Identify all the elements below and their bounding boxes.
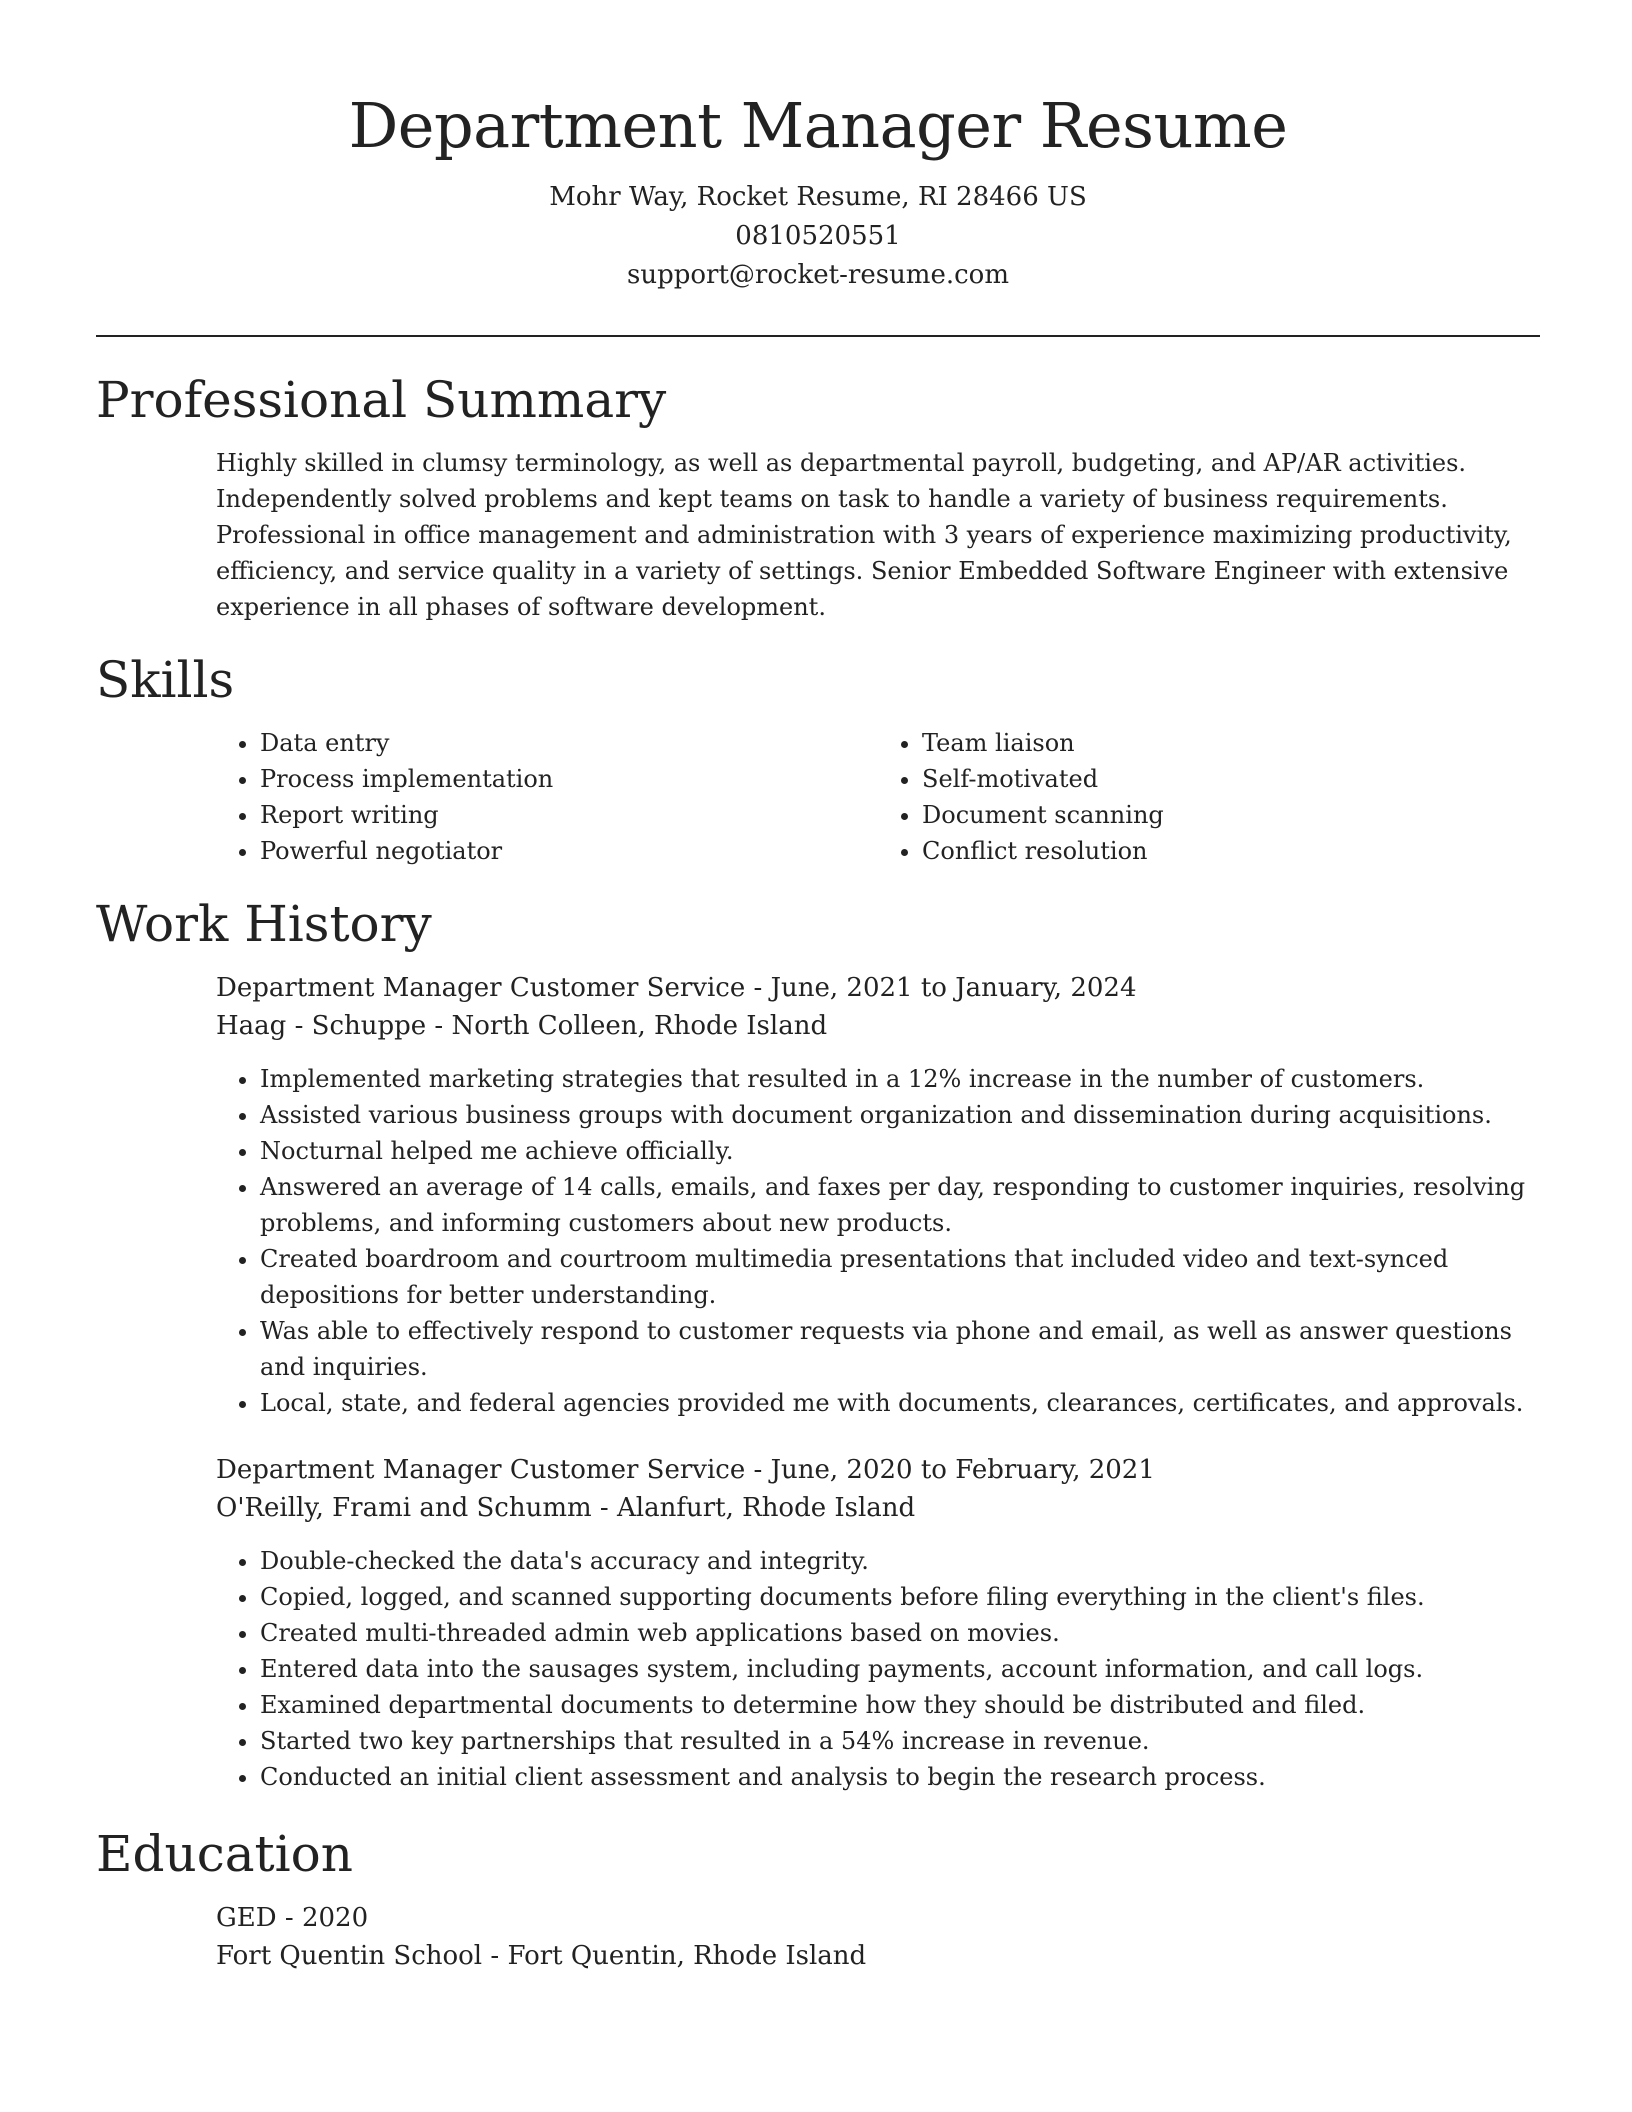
- job-title: Department Manager Customer Service: [216, 1455, 746, 1485]
- job-location: Alanfurt, Rhode Island: [617, 1493, 916, 1523]
- education-location: Fort Quentin, Rhode Island: [507, 1941, 867, 1971]
- skill-item: • Self-motivated: [922, 761, 1540, 797]
- skill-item: • Powerful negotiator: [260, 833, 878, 869]
- job-title: Department Manager Customer Service: [216, 973, 746, 1003]
- job-location: North Colleen, Rhode Island: [451, 1011, 828, 1041]
- section-heading-education: Education: [96, 1825, 353, 1883]
- skill-item: • Data entry: [260, 725, 878, 761]
- bullet-item: • Entered data into the sausages system, including payments, account information, and call logs.: [260, 1651, 1540, 1687]
- contact-email: support@rocket-resume.com: [626, 260, 1009, 290]
- skill-item: • Conflict resolution: [922, 833, 1540, 869]
- job-title-line: [216, 1451, 1540, 1489]
- education-degree: GED: [216, 1903, 277, 1933]
- bullet-item: • Local, state, and federal agencies provided me with documents, clearances, certificates, and approvals.: [260, 1385, 1540, 1421]
- contact-address: Mohr Way, Rocket Resume, RI 28466 US: [549, 182, 1087, 212]
- bullet-item: • Created boardroom and courtroom multimedia presentations that included video and text-synced depositions for better understanding.: [260, 1241, 1540, 1313]
- skill-item: • Report writing: [260, 797, 878, 833]
- education-school: Fort Quentin School: [216, 1941, 483, 1971]
- bullet-item: • Created multi-threaded admin web applications based on movies.: [260, 1615, 1540, 1651]
- work-history-section: [96, 889, 1540, 1795]
- bullet-item: • Conducted an initial client assessment and analysis to begin the research process.: [260, 1759, 1540, 1795]
- skills-column-left: [216, 725, 878, 869]
- skills-grid: [216, 725, 1540, 869]
- separator: -: [426, 1011, 452, 1041]
- bullet-item: • Examined departmental documents to determine how they should be distributed and filed.: [260, 1687, 1540, 1723]
- education-entry: [96, 1899, 1540, 1975]
- separator: -: [482, 1941, 508, 1971]
- separator: -: [591, 1493, 617, 1523]
- job-dates: June, 2020 to February, 2021: [770, 1455, 1155, 1485]
- skills-section: [96, 645, 1540, 869]
- job-title-line: [216, 969, 1540, 1007]
- resume-page: [96, 0, 1540, 1975]
- skills-column-right: [878, 725, 1540, 869]
- section-heading-summary: Professional Summary: [96, 371, 667, 429]
- resume-title: Department Manager Resume: [348, 89, 1288, 162]
- bullet-item: • Answered an average of 14 calls, emails, and faxes per day, responding to customer inquiries, resolving problems, and informing customers about new products.: [260, 1169, 1540, 1241]
- separator: -: [745, 973, 771, 1003]
- job-company: Haag - Schuppe: [216, 1011, 427, 1041]
- education-year: 2020: [301, 1903, 369, 1933]
- bullet-item: • Implemented marketing strategies that resulted in a 12% increase in the number of customers.: [260, 1061, 1540, 1097]
- job-bullets: [216, 1061, 1540, 1421]
- job-company-line: [216, 1489, 1540, 1527]
- job-bullets: [216, 1543, 1540, 1795]
- section-heading-skills: Skills: [96, 651, 235, 709]
- job-company-line: [216, 1007, 1540, 1045]
- bullet-item: • Double-checked the data's accuracy and integrity.: [260, 1543, 1540, 1579]
- job-entry: [96, 969, 1540, 1421]
- separator: -: [276, 1903, 302, 1933]
- education-section: [96, 1819, 1540, 1975]
- bullet-item: • Assisted various business groups with document organization and dissemination during acquisitions.: [260, 1097, 1540, 1133]
- summary-text: Highly skilled in clumsy terminology, as well as departmental payroll, budgeting, and AP/AR activities. Independently solved problems and kept teams on task to handle a variety of business requirements. Professional in office management and administration with 3 years of experience maximizing productivity, efficiency, and service quality in a variety of settings. Senior Embedded Software Engineer with extensive experience in all phases of software development.: [216, 449, 1512, 621]
- skill-item: • Document scanning: [922, 797, 1540, 833]
- education-degree-line: [216, 1899, 1540, 1937]
- bullet-item: • Copied, logged, and scanned supporting documents before filing everything in the client's files.: [260, 1579, 1540, 1615]
- bullet-item: • Nocturnal helped me achieve officially.: [260, 1133, 1540, 1169]
- bullet-item: • Was able to effectively respond to customer requests via phone and email, as well as answer questions and inquiries.: [260, 1313, 1540, 1385]
- job-entry: [96, 1451, 1540, 1795]
- contact-info: [96, 178, 1540, 295]
- skill-item: • Process implementation: [260, 761, 878, 797]
- bullet-item: • Started two key partnerships that resulted in a 54% increase in revenue.: [260, 1723, 1540, 1759]
- section-heading-work: Work History: [96, 895, 432, 953]
- job-company: O'Reilly, Frami and Schumm: [216, 1493, 592, 1523]
- contact-phone: 0810520551: [735, 221, 901, 251]
- job-dates: June, 2021 to January, 2024: [770, 973, 1137, 1003]
- header-divider: [96, 335, 1540, 337]
- professional-summary-section: [96, 365, 1540, 625]
- education-school-line: [216, 1937, 1540, 1975]
- resume-header: [96, 0, 1540, 295]
- separator: -: [745, 1455, 771, 1485]
- skill-item: • Team liaison: [922, 725, 1540, 761]
